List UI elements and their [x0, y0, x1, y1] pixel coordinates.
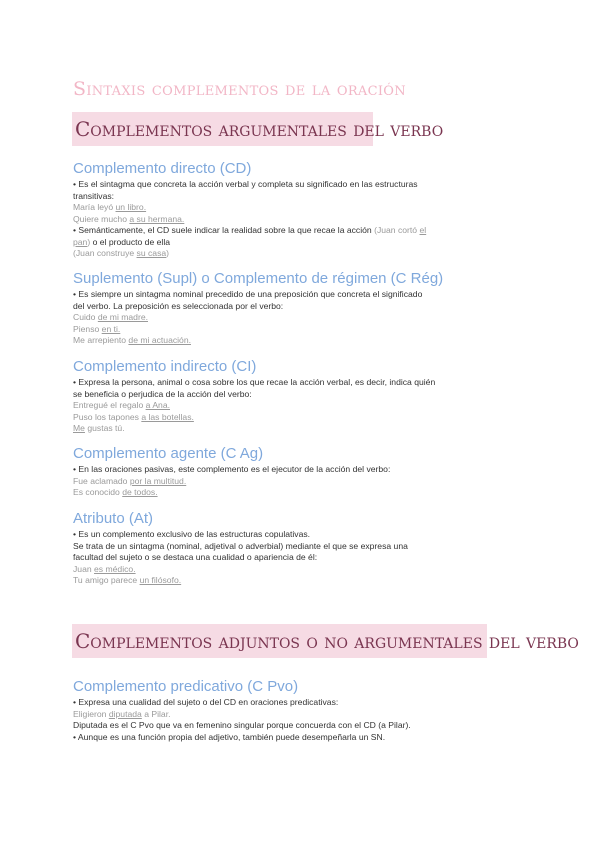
section-cpvo [73, 678, 533, 743]
section-supl [73, 270, 533, 347]
cpvo-line-3: • Aunque es una función propia del adjetivo, también puede desempeñarla un SN. [73, 731, 386, 742]
atributo-line-1: • Es un complemento exclusivo de las estructuras copulativas. [73, 529, 311, 539]
supl-line-1: • Es siempre un sintagma nominal precedido de una preposición que concreta el significado [73, 289, 423, 299]
section-atributo [73, 510, 533, 587]
section-cag [73, 445, 533, 499]
supl-example-3: Me arrepiento de mi actuación. [73, 335, 191, 345]
cag-line-1: • En las oraciones pasivas, este complemento es el ejecutor de la acción del verbo: [73, 464, 391, 474]
atributo-example-1: Juan es médico. [73, 563, 136, 574]
section-heading-adjuntos: Complementos adjuntos o no argumentales del verbo [72, 624, 487, 658]
cd-line-4: pan) o el producto de ella [73, 236, 171, 247]
section-heading-argumentales: Complementos argumentales del verbo [72, 112, 373, 146]
ci-heading: Complemento indirecto (CI) [73, 358, 257, 375]
cag-example-2: Es conocido de todos. [73, 487, 158, 497]
section-cd [73, 160, 533, 260]
atributo-example-2: Tu amigo parece un filósofo. [73, 575, 182, 585]
cpvo-line-2: Diputada es el C Pvo que va en femenino singular porque concuerda con el CD (a Pilar). [73, 720, 411, 730]
atributo-heading: Atributo (At) [73, 510, 154, 527]
ci-line-1: • Expresa la persona, animal o cosa sobre los que recae la acción verbal, es decir, indica quién [73, 377, 436, 387]
ci-line-2: se beneficia o perjudica de la acción del verbo: [73, 388, 252, 399]
atributo-line-2: Se trata de un sintagma (nominal, adjetival o adverbial) mediante el que se expresa una [73, 540, 408, 551]
ci-example-1: Entregué el regalo a Ana. [73, 400, 170, 410]
atributo-line-3: facultad del sujeto o se destaca una cualidad o apariencia de él: [73, 552, 318, 562]
supl-example-1: Cuido de mi madre. [73, 312, 148, 322]
cag-example-1: Fue aclamado por la multitud. [73, 475, 187, 486]
cd-line-5: (Juan construye su casa) [73, 248, 170, 258]
cd-line-3: • Semánticamente, el CD suele indicar la realidad sobre la que recae la acción (Juan cortó el [73, 225, 427, 235]
cpvo-heading: Complemento predicativo (C Pvo) [73, 678, 299, 695]
cd-example-1: María leyó un libro. [73, 202, 147, 212]
ci-example-3: Me gustas tú. [73, 423, 125, 433]
cd-example-2: Quiere mucho a su hermana. [73, 213, 185, 224]
supl-example-2: Pienso en ti. [73, 323, 121, 334]
ci-example-2: Puso los tapones a las botellas. [73, 411, 194, 422]
cpvo-example-1: Eligieron diputada a Pilar. [73, 708, 171, 719]
document-title: Sintaxis complementos de la oración [73, 78, 406, 100]
cd-line-1: • Es el sintagma que concreta la acción verbal y completa su significado en las estructuras [73, 179, 418, 189]
cd-heading: Complemento directo (CD) [73, 160, 252, 177]
supl-heading: Suplemento (Supl) o Complemento de régimen (C Rég) [73, 270, 444, 287]
cd-line-2: transitivas: [73, 190, 115, 201]
supl-line-2: del verbo. La preposición es seleccionada por el verbo: [73, 300, 284, 311]
section-ci [73, 358, 533, 435]
cag-heading: Complemento agente (C Ag) [73, 445, 264, 462]
cpvo-line-1: • Expresa una cualidad del sujeto o del CD en oraciones predicativas: [73, 697, 339, 707]
